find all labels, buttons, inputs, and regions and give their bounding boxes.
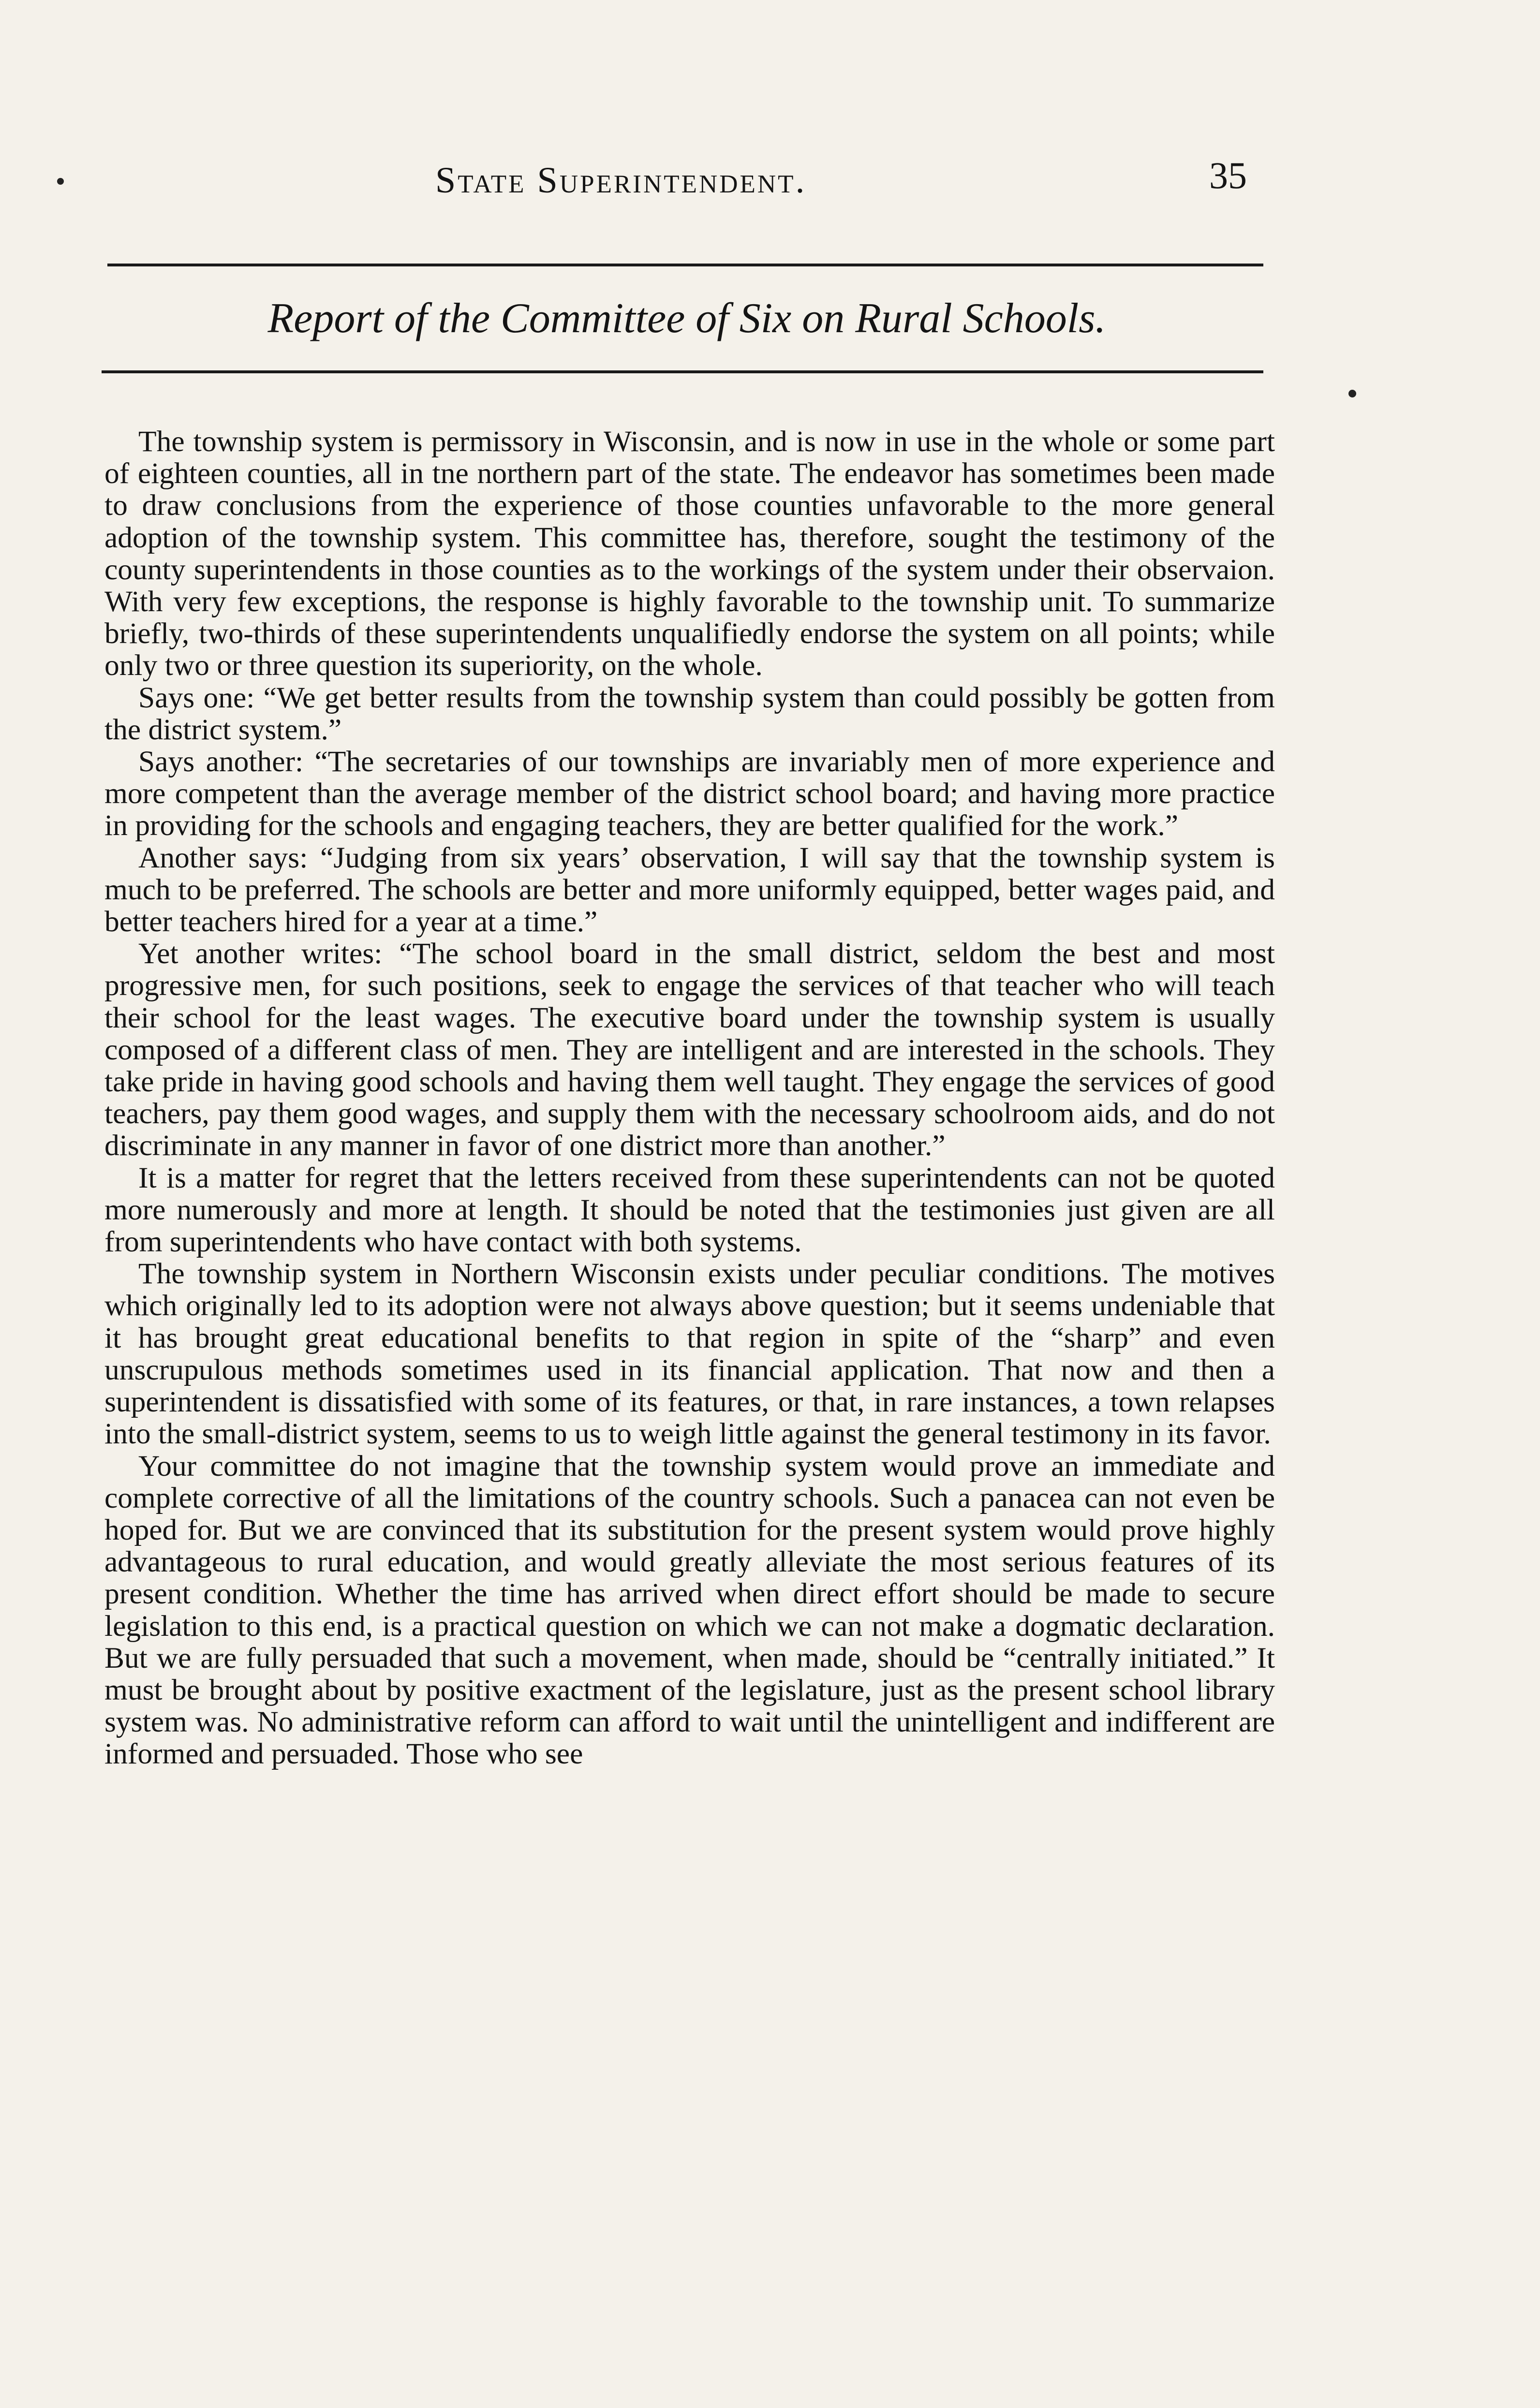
paragraph: It is a matter for regret that the letters received from these superintendents can not be quoted more numerously and more at length. It should be noted that the testimonies just given are all from superintendents who have contact with both systems. — [104, 1161, 1275, 1259]
paragraph: The township system is permissory in Wisconsin, and is now in use in the whole or some part of eighteen counties, all in tne northern part of the state. The endeavor has sometimes been made to draw conclusions from the experience of those counties unfavorable to the more general adoption of the township system. This committee has, therefore, sought the testimony of the county superintendents in those counties as to the workings of the system under their observaion. With very few exceptions, the response is highly favorable to the township unit. To summarize briefly, two-thirds of these superintendents unqualifiedly endorse the system on all points; while only two or three question its superiority, on the whole. — [104, 425, 1275, 682]
paragraph: Says one: “We get better results from the township system than could possibly be gotten from the district system.” — [104, 681, 1275, 746]
paragraph: Another says: “Judging from six years’ observation, I will say that the township system is much to be preferred. The schools are better and more uniformly equipped, better wages paid, and better teachers hired for a year at a time.” — [104, 841, 1275, 939]
paragraph: Your committee do not imagine that the township system would prove an immediate and complete corrective of all the limitations of the country schools. Such a panacea can not even be hoped for. But we are convinced that its substitution for the present system would prove highly advantageous to rural education, and would greatly alleviate the most serious features of its present condition. Whether the time has arrived when direct effort should be made to secure legislation to this end, is a practical question on which we can not make a dogmatic declaration. But we are fully persuaded that such a movement, when made, should be “centrally initiated.” It must be brought about by positive exactment of the legislature, just as the present school library system was. No administrative reform can afford to wait until the unintelligent and indifferent are informed and persuaded. Those who see — [104, 1449, 1275, 1771]
margin-dot-right — [1348, 390, 1356, 397]
margin-dot-left — [57, 178, 64, 185]
paragraph: Yet another writes: “The school board in the small district, seldom the best and most progressive men, for such positions, seek to engage the services of that teacher who will teach their school for the least wages. The executive board under the township system is usually composed of a different class of men. They are intelligent and are interested in the schools. They take pride in having good schools and having them well taught. They engage the services of good teachers, pay them good wages, and supply them with the necessary schoolroom aids, and do not discriminate in any manner in favor of one district more than another.” — [104, 937, 1275, 1162]
running-head: State Superintendent. — [435, 160, 807, 201]
paragraph: The township system in Northern Wisconsin exists under peculiar conditions. The motives which originally led to its adoption were not always above question; but it seems undeniable that it has brought great educational benefits to that region in spite of the “sharp” and even unscrupulous methods sometimes used in its financial application. That now and then a superintendent is dissatisfied with some of its features, or that, in rare instances, a town relapses into the small-district system, seems to us to weigh little against the general testimony in its favor. — [104, 1257, 1275, 1451]
section-title: Report of the Committee of Six on Rural Schools. — [267, 295, 1106, 342]
bottom-rule — [102, 370, 1263, 373]
page-number: 35 — [1209, 154, 1247, 196]
body-text — [104, 426, 1275, 1770]
top-rule — [107, 264, 1263, 266]
paragraph: Says another: “The secretaries of our townships are invariably men of more experience and more competent than the average member of the district school board; and having more practice in providing for the schools and engaging teachers, they are better qualified for the work.” — [104, 745, 1275, 842]
